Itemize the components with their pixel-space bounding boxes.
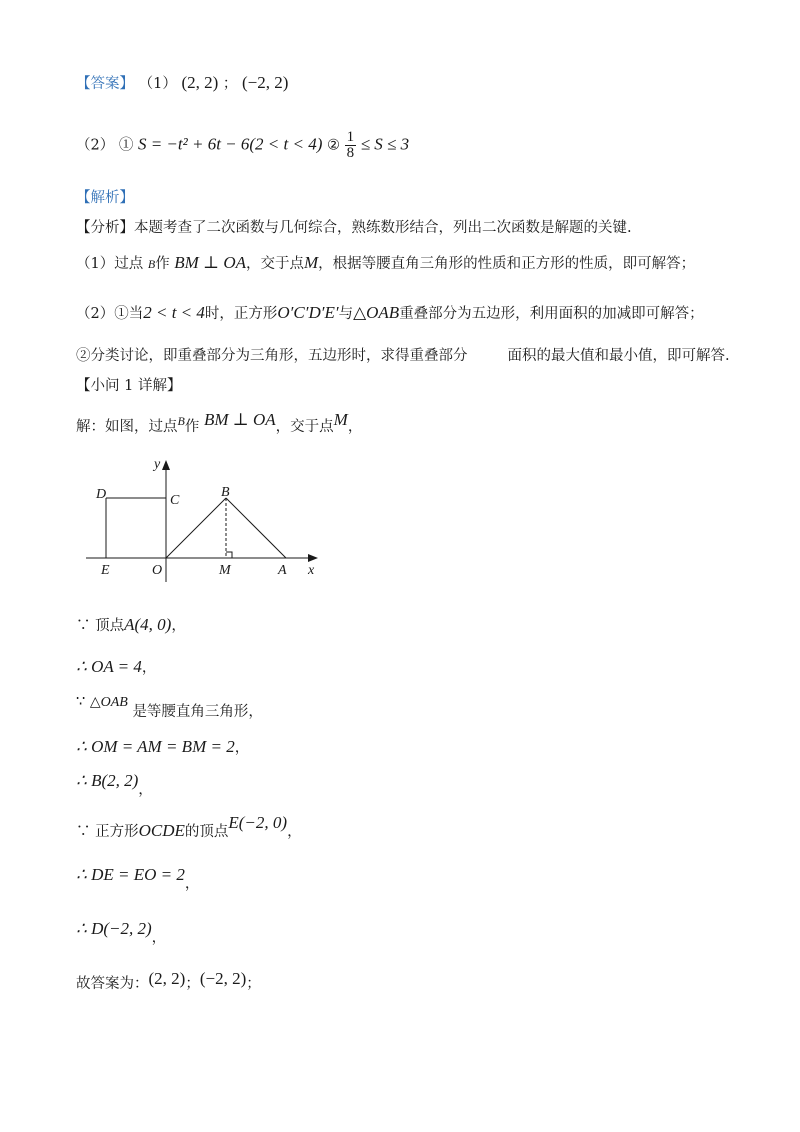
q1-header: 【小问 1 详解】 — [76, 378, 182, 394]
vertex-text: 顶点 — [95, 618, 125, 634]
final-answer-label: 故答案为： — [76, 976, 149, 992]
fenxi-label: 【分析】 — [76, 220, 134, 236]
because-symbol: ∵ — [76, 618, 91, 634]
label-c: C — [170, 493, 180, 508]
step1-point-m: M — [304, 253, 319, 272]
intro-point-b: B — [177, 414, 185, 428]
because-symbol: ∵ — [76, 824, 91, 840]
semicolon: ； — [185, 976, 200, 992]
comma: ， — [234, 740, 250, 756]
label-a: A — [278, 563, 287, 578]
step-isosceles — [76, 690, 263, 720]
q1-intro — [76, 410, 362, 436]
intro-perpendicular: BM ⊥ OA — [203, 410, 276, 429]
step-vertex-a — [76, 614, 186, 635]
answer-part1-num: （1） — [138, 76, 177, 92]
triangle-side-ba — [226, 498, 286, 558]
final-answer — [76, 969, 261, 993]
final-b-coord: (2, 2) — [148, 969, 186, 988]
step-de-eo — [76, 864, 200, 892]
label-e: E — [101, 563, 110, 578]
step1-perpendicular: BM ⊥ OA — [174, 253, 246, 272]
label-b: B — [221, 485, 230, 500]
label-y: y — [154, 457, 161, 472]
answer-tag: 【答案】 — [76, 76, 134, 92]
comma: ， — [151, 930, 167, 946]
triangle-oab: △OAB — [89, 695, 128, 710]
comma: ， — [171, 618, 186, 634]
de-eo-equation: ∴ DE = EO = 2 — [76, 865, 185, 884]
answer-line-1 — [76, 72, 288, 93]
right-angle-mark — [226, 552, 232, 558]
oa-equation: ∴ OA = 4 — [76, 657, 142, 676]
point-d-coord: ∴ D(−2, 2) — [76, 919, 152, 938]
step2-suffix: 重叠部分为五边形，利用面积的加减即可解答； — [399, 306, 704, 322]
comma: ， — [138, 782, 153, 798]
step1-point-b: B — [147, 257, 156, 271]
label-d: D — [96, 487, 107, 502]
step3-text-b: 面积的最大值和最小值，即可解答. — [507, 348, 730, 364]
step2-prefix: （2）①当 — [76, 306, 144, 322]
analysis-step-3 — [76, 344, 730, 365]
step1-zuo: 作 — [155, 256, 170, 272]
point-a-coord: A(4, 0) — [124, 615, 172, 634]
isosceles-text: 是等腰直角三角形， — [132, 704, 263, 720]
circled-one: ① — [118, 137, 134, 154]
step-square-vertex — [76, 813, 302, 841]
fraction-one-eighth — [345, 130, 357, 161]
step1-prefix: （1）过点 — [76, 256, 144, 272]
om-am-bm-equation: ∴ OM = AM = BM = 2 — [76, 737, 235, 756]
area-range: ≤ S ≤ 3 — [360, 134, 410, 154]
analysis-tag: 【解析】 — [76, 190, 134, 206]
step2-triangle: △OAB — [353, 303, 400, 322]
circled-two: ② — [326, 137, 340, 154]
step3-text-a: ②分类讨论，即重叠部分为三角形，五边形时，求得重叠部分 — [76, 348, 468, 364]
final-d-coord: (−2, 2) — [199, 969, 247, 988]
label-o: O — [152, 563, 163, 578]
semicolon-end: ； — [246, 976, 261, 992]
intro-zuo: 作 — [184, 419, 200, 435]
square-ocde: OCDE — [138, 821, 185, 840]
point-e-coord: E(−2, 0) — [228, 813, 288, 832]
step-point-d — [76, 918, 167, 946]
analysis-step-1 — [76, 252, 695, 273]
step-oa-length — [76, 656, 156, 677]
step2-inequality: 2 < t < 4 — [143, 303, 205, 322]
point-b-coord: ∴ B(2, 2) — [76, 771, 139, 790]
comma: ， — [141, 660, 157, 676]
label-x: x — [308, 563, 315, 578]
because-symbol: ∵ — [76, 694, 86, 710]
step1-mid: ，交于点 — [246, 256, 304, 272]
analysis-step-2 — [76, 302, 704, 323]
step-point-b — [76, 770, 153, 798]
label-m: M — [219, 563, 231, 578]
answer-sep: ； — [222, 76, 238, 92]
step2-mid2: 与 — [338, 306, 354, 322]
answer-b-coord: (2, 2) — [181, 73, 219, 92]
step-om-am-bm — [76, 736, 249, 757]
intro-a: 解：如图，过点 — [76, 419, 178, 435]
intro-d: ，交于点 — [275, 419, 334, 435]
step1-suffix: ，根据等腰直角三角形的性质和正方形的性质，即可解答； — [318, 256, 696, 272]
comma: ， — [287, 824, 302, 840]
area-function: S = −t² + 6t − 6(2 < t < 4) — [137, 134, 323, 154]
step2-mid1: 时，正方形 — [204, 306, 278, 322]
answer-line-2 — [76, 130, 409, 161]
y-axis-arrow — [162, 460, 170, 470]
step2-square: O′C′D′E′ — [277, 303, 339, 322]
geometry-figure — [84, 452, 334, 582]
answer-part2-num: （2） — [76, 137, 115, 154]
fraction-denominator: 8 — [346, 145, 355, 161]
analysis-summary — [76, 216, 632, 237]
square-text: 正方形 — [95, 824, 139, 840]
answer-d-coord: (−2, 2) — [242, 73, 289, 92]
intro-e: ， — [347, 419, 363, 435]
vertex-text-2: 的顶点 — [184, 824, 229, 840]
intro-point-m: M — [333, 410, 348, 429]
comma: ， — [184, 876, 200, 892]
fraction-numerator: 1 — [346, 129, 355, 145]
fenxi-text: 本题考查了二次函数与几何综合，熟练数形结合，列出二次函数是解题的关键. — [134, 220, 632, 236]
x-axis-arrow — [308, 554, 318, 562]
